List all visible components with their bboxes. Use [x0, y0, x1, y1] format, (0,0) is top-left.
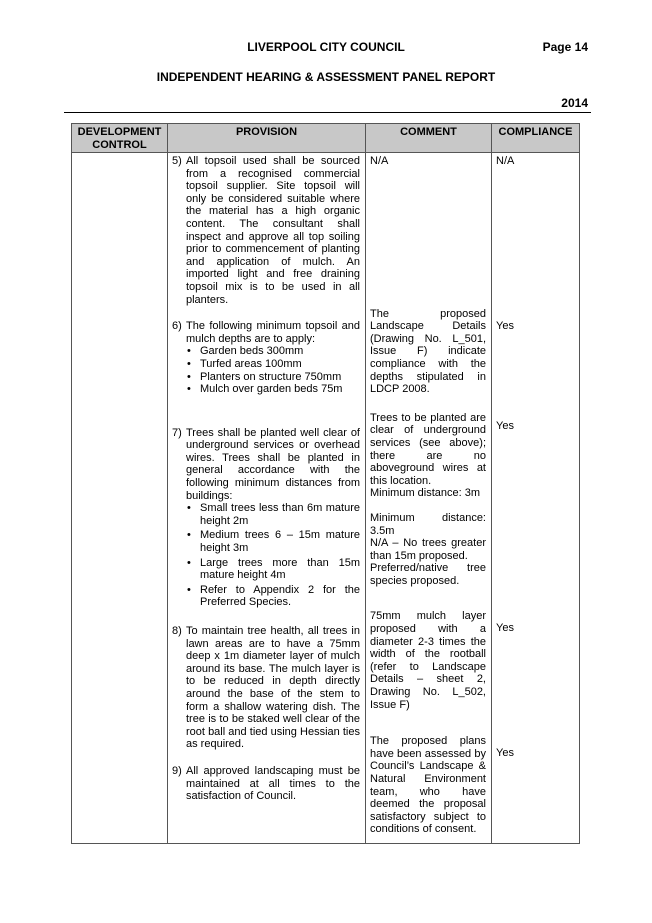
column-header-provision: PROVISION	[168, 124, 366, 153]
comment-text: Preferred/native tree species proposed.	[370, 562, 486, 587]
table-body-row	[72, 153, 580, 844]
report-title: INDEPENDENT HEARING & ASSESSMENT PANEL REPORT	[156, 70, 496, 84]
comment-cell	[366, 153, 492, 844]
provision-number: 6)	[172, 320, 182, 333]
compliance-item-7: Yes	[496, 420, 514, 433]
compliance-item-8: Yes	[496, 621, 514, 634]
column-header-development-control: DEVELOPMENT CONTROL	[72, 124, 168, 153]
header-divider	[64, 112, 591, 113]
council-title: LIVERPOOL CITY COUNCIL	[247, 40, 405, 54]
compliance-item-5: N/A	[496, 155, 515, 167]
page-number: Page 14	[542, 40, 588, 54]
provision-bullet-list	[186, 502, 360, 609]
provision-text: All approved landscaping must be maintained at all times to the satisfaction of Council.	[186, 764, 360, 803]
provision-item-7	[168, 427, 365, 611]
column-header-comment: COMMENT	[366, 124, 492, 153]
list-item: • Small trees less than 6m mature height 2m	[186, 502, 360, 527]
list-item: • Garden beds 300mm	[186, 345, 360, 358]
provision-cell	[168, 153, 366, 844]
compliance-item-9: Yes	[496, 747, 514, 760]
comment-text: Trees to be planted are clear of underground services (see above); there are no aboveground wires at this location.	[370, 411, 486, 487]
provision-bullet-list	[186, 345, 360, 395]
comment-item-6: The proposed Landscape Details (Drawing No. L_501, Issue F) indicate compliance with the depths stipulated in LDCP 2008.	[370, 307, 486, 396]
table-header-row	[72, 124, 580, 153]
comment-item-8: 75mm mulch layer proposed with a diameter 2-3 times the width of the rootball (refer to Landscape Details – sheet 2, Drawing No. L_502, Issue F)	[370, 610, 486, 711]
list-item: • Large trees more than 15m mature height 4m	[186, 557, 360, 582]
provision-number: 7)	[172, 426, 182, 439]
list-item: • Planters on structure 750mm	[186, 371, 360, 384]
column-header-compliance: COMPLIANCE	[492, 124, 580, 153]
comment-item-9: The proposed plans have been assessed by Council’s Landscape & Natural Environment team, who have deemed the proposal satisfactory subject to conditions of consent.	[370, 735, 486, 836]
comment-item-5: N/A	[370, 155, 389, 167]
compliance-cell	[492, 153, 580, 844]
provision-number: 5)	[172, 155, 182, 167]
provision-item-8	[168, 625, 365, 751]
provision-text: All topsoil used shall be sourced from a recognised commercial topsoil supplier. Site topsoil will only be considered suitable where the material has a high organic content. The consultant shall inspect and approve all top soiling prior to commencement of planting and application of mulch. An imported light and free draining topsoil mix is to be used in all planters.	[186, 155, 360, 306]
provision-text: The following minimum topsoil and mulch depths are to apply:	[186, 320, 360, 345]
provision-number: 8)	[172, 625, 182, 637]
provision-item-9	[168, 765, 365, 803]
comment-text: Minimum distance: 3m	[370, 487, 481, 500]
comment-text: N/A – No trees greater than 15m proposed.	[370, 537, 486, 562]
list-item: • Turfed areas 100mm	[186, 358, 360, 371]
compliance-item-6: Yes	[496, 319, 514, 332]
provision-text: To maintain tree health, all trees in lawn areas are to have a 75mm deep x 1m diameter layer of mulch around its base. The mulch layer is to be reduced in depth directly around the base of the stem to form a shallow watering dish. The tree is to be staked well clear of the root ball and tied using Hessian ties as required.	[186, 625, 360, 751]
list-item: • Medium trees 6 – 15m mature height 3m	[186, 529, 360, 554]
development-control-cell	[72, 153, 168, 844]
list-item: • Mulch over garden beds 75m	[186, 383, 360, 396]
provision-number: 9)	[172, 764, 182, 777]
list-item: • Refer to Appendix 2 for the Preferred Species.	[186, 584, 360, 609]
provision-item-5	[168, 155, 365, 306]
compliance-table	[71, 123, 580, 844]
report-year: 2014	[561, 96, 588, 110]
provision-text: Trees shall be planted well clear of underground services or overhead wires. Trees shall be planted in general accordance with the following minimum distances from buildings:	[186, 426, 360, 502]
comment-text: Minimum distance: 3.5m	[370, 511, 486, 537]
provision-item-6	[168, 320, 365, 396]
comment-item-7	[366, 412, 491, 588]
